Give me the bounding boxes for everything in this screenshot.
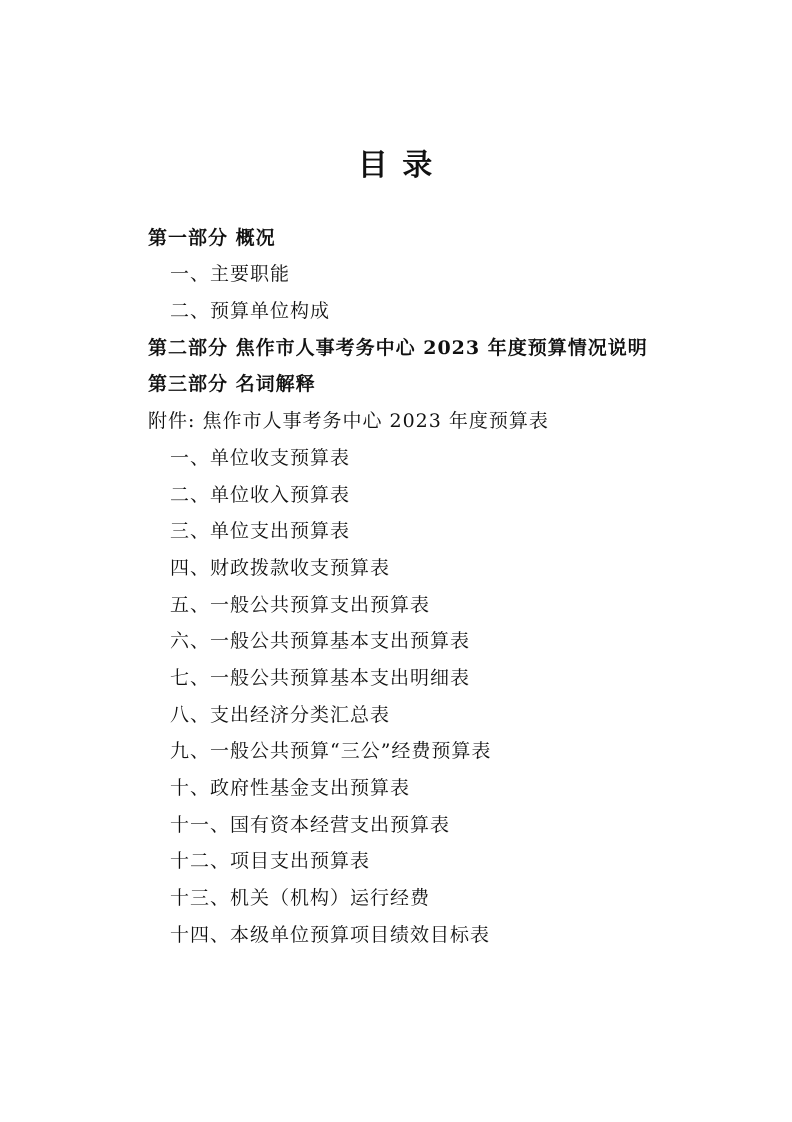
toc-entry-1-1: 一、主要职能 [170,263,291,285]
toc-entry-part-3: 第三部分 名词解释 [148,373,316,395]
toc-entry-table-10: 十、政府性基金支出预算表 [170,777,411,799]
toc-entry-part-2: 第二部分 焦作市人事考务中心 2023 年度预算情况说明 [148,337,648,359]
toc-entry-table-8: 八、支出经济分类汇总表 [170,704,391,726]
toc-entry-part-1: 第一部分 概况 [148,227,276,249]
toc-entry-table-5: 五、一般公共预算支出预算表 [170,594,431,616]
toc-entry-table-6: 六、一般公共预算基本支出预算表 [170,630,471,652]
toc-entry-table-7: 七、一般公共预算基本支出明细表 [170,667,471,689]
page-title: 目 录 [357,148,435,183]
toc-entry-attachment: 附件: 焦作市人事考务中心 2023 年度预算表 [148,410,549,432]
toc-entry-table-11: 十一、国有资本经营支出预算表 [170,814,451,836]
toc-entry-table-4: 四、财政拨款收支预算表 [170,557,391,579]
toc-entry-1-2: 二、预算单位构成 [170,300,331,322]
toc-entry-table-1: 一、单位收支预算表 [170,447,351,469]
toc-entry-table-13: 十三、机关（机构）运行经费 [170,887,431,909]
toc-entry-table-12: 十二、项目支出预算表 [170,850,371,872]
toc-entry-table-3: 三、单位支出预算表 [170,520,351,542]
toc-entry-table-2: 二、单位收入预算表 [170,484,351,506]
toc-entry-table-9: 九、一般公共预算“三公”经费预算表 [170,740,492,762]
toc-entry-table-14: 十四、本级单位预算项目绩效目标表 [170,924,491,946]
